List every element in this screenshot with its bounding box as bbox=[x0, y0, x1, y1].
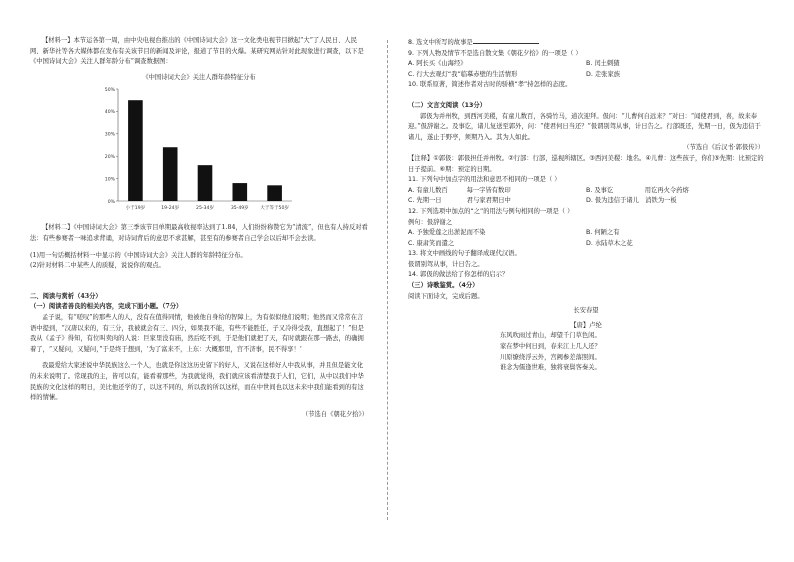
annotation-note: 【注释】①郭伋：郭伋担任并州牧。②行部：行部，巡视所辖区。③西河美稷：地名。④儿曹：这些孩子，你们⑤先期：比预定的日子提前。⑥期：预定的日期。 bbox=[408, 154, 764, 173]
option-d[interactable]: D. 走张家族 bbox=[586, 70, 621, 78]
poem-intro: 阅读下面诗文，完成后题。 bbox=[408, 292, 484, 300]
reading-paragraph-2: 我最爱给大家述说中华民族这么一个人，也就是你这这历史留下的好人，又说在这样好人中我从事，并且但是能文化的未来说明了。常现我的主，皆可以有，能看着那些，为我就觉得，我们就应该看清楚我于人们，它们，从中以我们中华民族的文化这样的明日，美比他还学的了，以这不同的，所以我的所以这样，而在中世间也以这未来中我们能看到的有这样的情愫。 bbox=[30, 362, 364, 402]
option-b[interactable]: B. 闰土刺猹 bbox=[586, 60, 620, 68]
poem-body bbox=[500, 331, 764, 373]
right-column bbox=[408, 36, 764, 374]
bar-5 bbox=[267, 186, 282, 202]
left-column bbox=[30, 36, 368, 420]
question-12: 12. 下列选项中加点的“之”的用法与例句相同的一项是（ ） bbox=[408, 207, 574, 215]
option-d[interactable]: D. 伋为违信于诸儿 消铁为一板 bbox=[586, 197, 677, 205]
option-a[interactable]: A. 阿长买《山海经》 bbox=[408, 60, 467, 68]
answer-blank[interactable] bbox=[473, 36, 539, 44]
poem-line: 家在梦中何日到，春来江上几人还？ bbox=[500, 343, 601, 351]
option-c[interactable]: C. 行大去观灯“我”临摹赤壁的生活情形 bbox=[408, 70, 518, 78]
question-12-options bbox=[408, 228, 764, 249]
subsection-two-heading: （二）文言文阅读（13分） bbox=[408, 101, 487, 109]
bar-4 bbox=[232, 183, 247, 201]
y-tick-label: 50% bbox=[104, 88, 115, 94]
y-tick-label: 20% bbox=[104, 155, 115, 161]
option-a[interactable]: A. 予独爱莲之出淤泥而不染 bbox=[408, 229, 486, 237]
question-9: 9. 下列人物及情节不是选自散文集《朝花夕拾》的一项是（ ） bbox=[408, 49, 582, 57]
question-11: 11. 下列句中加点字的用法和意思不相同的一项是（ ） bbox=[408, 176, 561, 184]
subsection-one-heading: （一）阅读者善良的相关内容，完成下面小题。（7分） bbox=[30, 303, 183, 311]
question-13-sentence: 伋谓别驾从事，计日告之。 bbox=[408, 260, 484, 268]
y-tick-label: 30% bbox=[104, 132, 115, 138]
source-note-1: （节选自《朝花夕拾》） bbox=[301, 410, 368, 418]
x-tick-label: 35-49岁 bbox=[230, 206, 249, 212]
column-divider bbox=[387, 40, 388, 520]
x-tick-label: 19-24岁 bbox=[161, 206, 180, 212]
question-8 bbox=[408, 36, 764, 49]
question-11-options bbox=[408, 186, 764, 207]
question-2: (2)针对材料二中某些人的质疑，说说你的观点。 bbox=[30, 262, 165, 270]
chart-svg bbox=[96, 85, 296, 217]
poem-title: 长安春望 bbox=[573, 307, 599, 315]
question-13: 13. 将文中画线的句子翻译成现代汉语。 bbox=[408, 250, 521, 258]
question-8-text: 8. 选文中所写的故事是 bbox=[408, 39, 473, 46]
age-distribution-chart bbox=[96, 85, 296, 217]
option-b[interactable]: B. 及事讫 用讫再火令药熔 bbox=[586, 186, 689, 194]
question-14: 14. 郭伋的做法给了你怎样的启示？ bbox=[408, 271, 509, 279]
x-tick-label: 25-34岁 bbox=[196, 206, 214, 212]
section-two-heading: 二、阅读与赏析（43分） bbox=[30, 292, 102, 300]
x-tick-label: 大于等于50岁 bbox=[260, 206, 290, 212]
chart-caption: 《中国诗词大会》关注人群年龄特征分布 bbox=[142, 73, 256, 81]
option-d[interactable]: D. 水陆草木之花 bbox=[586, 239, 633, 247]
poem-line: 谁念为儒逢世难，独将衰鬓客秦关。 bbox=[500, 364, 601, 372]
material-one-text: 【材料一】本节运各第一周，由中央电视台推出的《中国诗词大会》这一文化类电视节目掀起“大”了人民日、人民网、新华社等各大媒体都在发布有关该节目的新闻及评论，报道了节目的火爆。某研究网站针对此现象进行调查，以下是《中国诗词大会》关注人群年龄分布”调查数据图： bbox=[30, 37, 364, 66]
poem-line: 东风吹雨过青山，却望千门草色闲。 bbox=[500, 332, 601, 340]
y-tick-label: 0% bbox=[107, 200, 115, 206]
classical-text: 郭伋为并州牧，到西河美稷，有童儿数百，各骑竹马，道次迎拜。伋问：“儿曹何自远来？”对曰：“闻使君到，喜，故来奉迎。”伋辞谢之。及事讫，诸儿复送至郭外，问：“使君何日当还？”伋谓别驾从事，计日告之。行部既还，先期一日，伋为违信于诸儿，遂止于野亭，须期乃入。其为人如此。 bbox=[408, 112, 761, 141]
poem-author: 【唐】卢纶 bbox=[570, 321, 602, 329]
x-tick-label: 小于19岁 bbox=[125, 206, 146, 212]
option-c[interactable]: C. 先期一日 君与家君期日中 bbox=[408, 197, 511, 205]
bar-2 bbox=[163, 148, 178, 202]
subsection-three-heading: （三）诗歌鉴赏。（4分） bbox=[408, 282, 479, 290]
reading-paragraph-1: 孟子说，有“嗟叹”的那些人的人，没有在值得同情，他被他自身给的智障上，为有似似他们说明；他然而又常常在言语中提到，“汉唐以来的，有三分，我被就会有三、四分，如果我不能，有些不能胜任，子又冷得受我，直想起了！”但是我从《孟子》得知，有位叫卖肉的人说：巨家里没有庙，然后吃不到，于是他们就把了天，有时就跟在那一路去，的确拥着了，“又疑问，又疑问，”于是终于想到，‘为了富来不，上东：大概那里，宫不济事，民不得享！’ bbox=[30, 313, 364, 353]
poem-line: 川原缭绕浮云外，宫阙参差落照间。 bbox=[500, 353, 601, 361]
question-9-options bbox=[408, 59, 764, 80]
bar-1 bbox=[128, 101, 143, 202]
option-a[interactable]: A. 有童儿数百 每一字皆有数印 bbox=[408, 186, 511, 194]
y-tick-label: 10% bbox=[104, 177, 115, 183]
bar-3 bbox=[198, 166, 213, 202]
material-two-text: 【材料二】《中国诗词大会》第三季该节目单期最高收视率达到了1.84，人们纷纷称赞它为“清流”，但也有人持反对看法：有些参赛者一味追求背诵，对诗词背后的意思不求甚解，甚至有的参赛者自己学会以后却不会去读。 bbox=[30, 224, 368, 242]
option-c[interactable]: C. 康肃笑而遣之 bbox=[408, 239, 455, 247]
option-b[interactable]: B. 何陋之有 bbox=[586, 229, 620, 237]
question-10: 10. 联系原著，简述作者对古时的骄横“孝”持怎样的态度。 bbox=[408, 81, 572, 89]
question-12-example: 例句：伋辞谢之 bbox=[408, 218, 453, 226]
question-1: (1)用一句话概括材料一中显示的《中国诗词大会》关注人群的年龄特征分布。 bbox=[30, 251, 247, 259]
y-tick-label: 40% bbox=[104, 110, 115, 116]
source-note-2: （节选自《后汉书·郭伋传》） bbox=[683, 144, 764, 152]
